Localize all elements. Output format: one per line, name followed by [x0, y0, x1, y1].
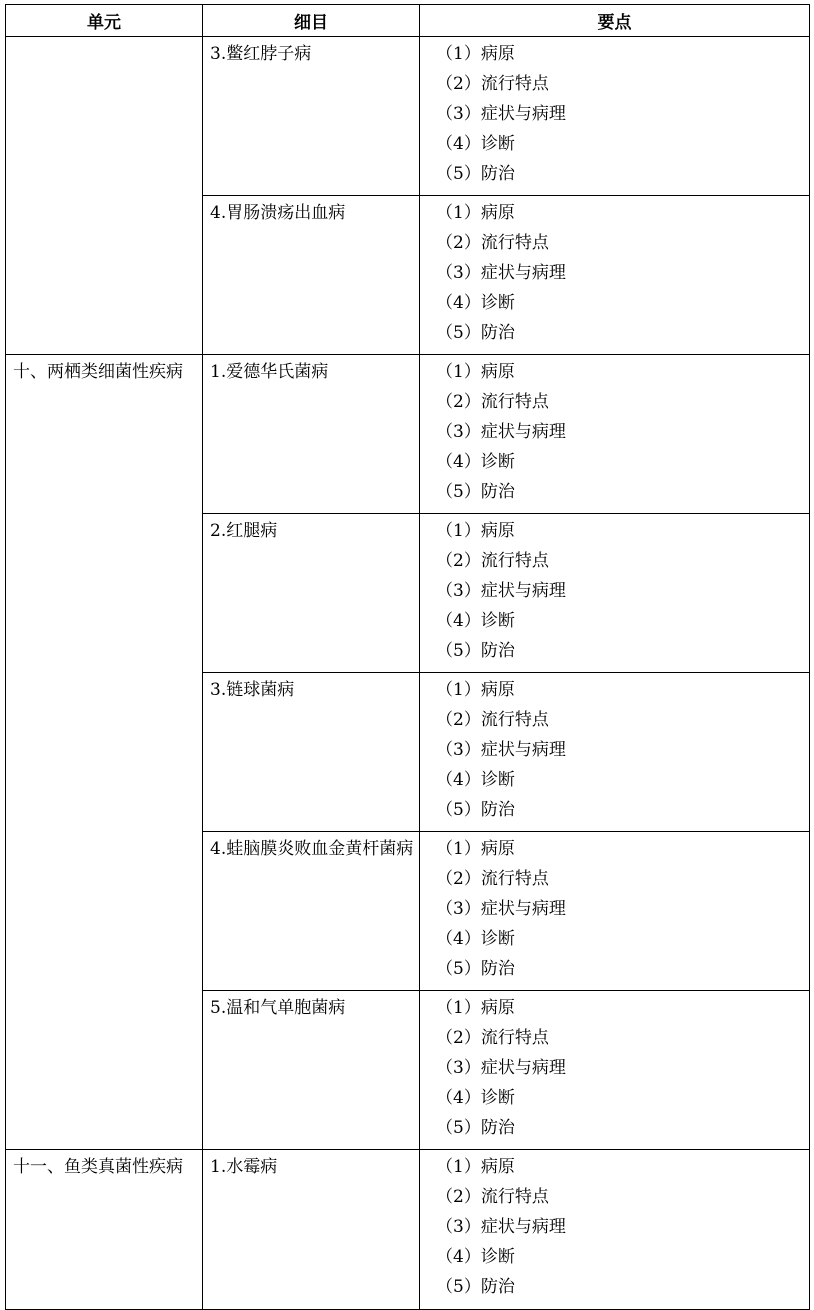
points-cell [420, 196, 810, 355]
point-item: （4）诊断 [436, 770, 515, 790]
point-item: （1）病原 [436, 44, 515, 64]
point-item: （4）诊断 [436, 293, 515, 313]
table-row [6, 355, 810, 514]
point-item: （5）防治 [436, 641, 515, 661]
table-body [6, 37, 810, 1310]
unit-cell: 十一、鱼类真菌性疾病 [6, 1150, 203, 1310]
points-cell [420, 1150, 810, 1310]
point-item: （2）流行特点 [436, 869, 549, 889]
header-item: 细目 [203, 5, 420, 37]
point-item: （5）防治 [436, 800, 515, 820]
point-item: （4）诊断 [436, 611, 515, 631]
point-item: （2）流行特点 [436, 1187, 549, 1207]
point-item: （4）诊断 [436, 134, 515, 154]
item-cell: 2.红腿病 [203, 514, 420, 673]
item-cell: 3.链球菌病 [203, 673, 420, 832]
point-item: （3）症状与病理 [436, 263, 566, 283]
unit-cell [6, 37, 203, 355]
point-item: （2）流行特点 [436, 710, 549, 730]
point-item: （5）防治 [436, 482, 515, 502]
point-item: （5）防治 [436, 959, 515, 979]
points-cell [420, 832, 810, 991]
points-cell [420, 514, 810, 673]
points-cell [420, 673, 810, 832]
header-unit: 单元 [6, 5, 203, 37]
point-item: （1）病原 [436, 521, 515, 541]
point-item: （4）诊断 [436, 929, 515, 949]
item-cell: 1.爱德华氏菌病 [203, 355, 420, 514]
point-item: （3）症状与病理 [436, 104, 566, 124]
point-item: （2）流行特点 [436, 392, 549, 412]
point-item: （1）病原 [436, 1157, 515, 1177]
table-row [6, 1150, 810, 1310]
point-item: （1）病原 [436, 839, 515, 859]
table-row [6, 37, 810, 196]
point-item: （3）症状与病理 [436, 740, 566, 760]
point-item: （5）防治 [436, 323, 515, 343]
item-cell: 4.蛙脑膜炎败血金黄杆菌病 [203, 832, 420, 991]
item-cell: 5.温和气单胞菌病 [203, 991, 420, 1150]
point-item: （4）诊断 [436, 1088, 515, 1108]
point-item: （4）诊断 [436, 452, 515, 472]
point-item: （2）流行特点 [436, 1028, 549, 1048]
item-cell: 3.鳖红脖子病 [203, 37, 420, 196]
point-item: （2）流行特点 [436, 233, 549, 253]
unit-cell: 十、两栖类细菌性疾病 [6, 355, 203, 1150]
point-item: （1）病原 [436, 203, 515, 223]
point-item: （5）防治 [436, 1118, 515, 1138]
points-cell [420, 355, 810, 514]
point-item: （1）病原 [436, 998, 515, 1018]
point-item: （5）防治 [436, 164, 515, 184]
point-item: （1）病原 [436, 680, 515, 700]
point-item: （2）流行特点 [436, 74, 549, 94]
point-item: （3）症状与病理 [436, 581, 566, 601]
header-points: 要点 [420, 5, 810, 37]
point-item: （3）症状与病理 [436, 1217, 566, 1237]
syllabus-table [5, 4, 810, 1310]
header-row [6, 5, 810, 37]
point-item: （4）诊断 [436, 1247, 515, 1267]
points-cell [420, 37, 810, 196]
point-item: （3）症状与病理 [436, 899, 566, 919]
point-item: （1）病原 [436, 362, 515, 382]
point-item: （5）防治 [436, 1277, 515, 1297]
item-cell: 4.胃肠溃疡出血病 [203, 196, 420, 355]
item-cell: 1.水霉病 [203, 1150, 420, 1310]
point-item: （2）流行特点 [436, 551, 549, 571]
point-item: （3）症状与病理 [436, 1058, 566, 1078]
point-item: （3）症状与病理 [436, 422, 566, 442]
points-cell [420, 991, 810, 1150]
